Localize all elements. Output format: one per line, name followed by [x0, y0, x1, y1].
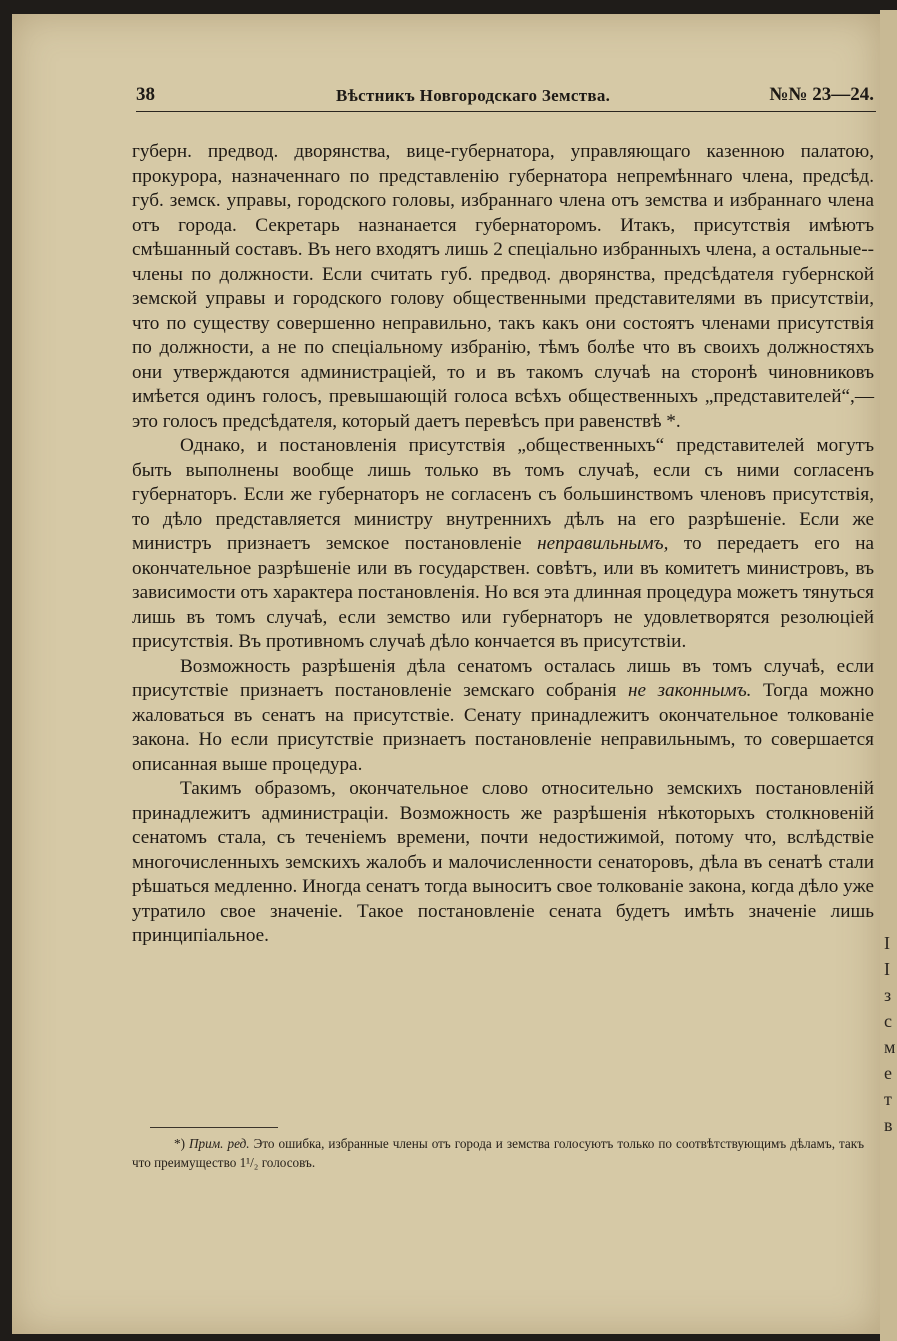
journal-title: Вѣстникъ Новгородскаго Земства. [336, 86, 611, 105]
paragraph-text: Однако, и постановленія присутствія „общественныхъ“ представителей могутъ быть выполнены вообще лишь только въ томъ случаѣ, если съ ними согласенъ губернаторъ. Если же губернаторъ не согласенъ съ большинствомъ членовъ присутствія, то дѣло представляется министру внутреннихъ дѣлъ на его разрѣшеніе. Если же министръ признаетъ земское постановленіе [132, 435, 874, 554]
header-rule [136, 111, 876, 112]
edge-glyph: т [884, 1089, 892, 1109]
edge-glyph: в [884, 1115, 893, 1135]
adjacent-page-glyphs [884, 930, 897, 1138]
paragraph: губерн. предвод. дворянства, вице-губернатора, управляющаго казенною палатою, прокурора, назначеннаго по представленію губернатора непремѣннаго члена, предсѣд. губ. земск. управы, городского головы, избраннаго члена отъ земства и избраннаго члена отъ города. Секретарь назнанается губернаторомъ. Итакъ, присутствія имѣютъ смѣшанный составъ. Въ него входятъ лишь 2 спеціально избранныхъ члена, а остальные--члены по должности. Если считать губ. предвод. дворянства, предсѣдателя губернской земской управы и городского голову общественными представителями въ присутствіи, что по существу совершенно неправильно, такъ какъ они состоятъ членами присутствія по должности, а не по спеціальному избранію, тѣмъ болѣе что въ своихъ должностяхъ они утверждаются администраціей, то и въ такомъ случаѣ на сторонѣ чиновниковъ имѣется одинъ голосъ, превышающій голоса всѣхъ общественныхъ „представителей“,—это голосъ предсѣдателя, который даетъ перевѣсъ при равенствѣ *. [132, 141, 874, 432]
paragraph-text: Тогда можно жаловаться въ сенатъ на присутствіе. Сенату принадлежитъ окончательное толкованіе закона. Но если присутствіе признаетъ постановленіе неправильнымъ, то совершается описанная выше процедура. [132, 680, 874, 775]
edge-glyph: м [884, 1037, 896, 1057]
emphasis-text: не законнымъ. [627, 680, 752, 701]
paragraph-text: Возможность разрѣшенія дѣла сенатомъ осталась лишь въ томъ случаѣ, если присутствіе признаетъ постановленіе земскаго собранія [132, 655, 874, 701]
paragraph [132, 655, 874, 778]
edge-glyph: с [884, 1011, 892, 1031]
footnote-text: Это ошибка, избранные члены отъ города и земства голосуютъ только по соотвѣтствующимъ дѣламъ, такъ что преимущество 1¹/₂ голосовъ. [132, 1136, 865, 1170]
running-header [136, 84, 874, 112]
page-number: 38 [136, 84, 155, 105]
footnote-marker: *) [174, 1136, 185, 1151]
footnote-label: Прим. ред. [189, 1136, 250, 1151]
edge-glyph: е [884, 1063, 892, 1083]
footnote [132, 1134, 864, 1172]
paragraph [132, 434, 874, 655]
adjacent-page-edge [880, 10, 897, 1341]
footnote-rule [150, 1127, 278, 1128]
edge-glyph: I [884, 959, 890, 979]
paragraph-text: то передаетъ его на окончательное разрѣшеніе или въ государствен. совѣтъ, или въ комитетъ министровъ, въ зависимости отъ характера постановленія. Но вся эта длинная процедура можетъ тянуться лишь въ томъ случаѣ, если земство или губернаторъ не удовлетворятся резолюціей присутствія. Въ противномъ случаѣ дѣло кончается въ присутствіи. [132, 533, 875, 652]
body-text [132, 140, 874, 949]
edge-glyph: I [884, 933, 890, 953]
issue-number: №№ 23—24. [769, 84, 874, 105]
paragraph: Такимъ образомъ, окончательное слово относительно земскихъ постановленій принадлежитъ администраціи. Возможность же разрѣшенія нѣкоторыхъ столкновеній сенатомъ стала, съ теченіемъ времени, почти недостижимой, потому что, вслѣдствіе многочисленныхъ земскихъ жалобъ и малочисленности сенаторовъ, дѣла въ сенатѣ стали рѣшаться медленно. Иногда сенатъ тогда выноситъ свое толкованіе закона, когда дѣло уже утратило свое значеніе. Такое постановленіе сената будетъ имѣть значеніе лишь принципіальное. [132, 778, 874, 946]
emphasis-text: неправильнымъ, [537, 533, 669, 554]
edge-glyph: з [884, 985, 892, 1005]
